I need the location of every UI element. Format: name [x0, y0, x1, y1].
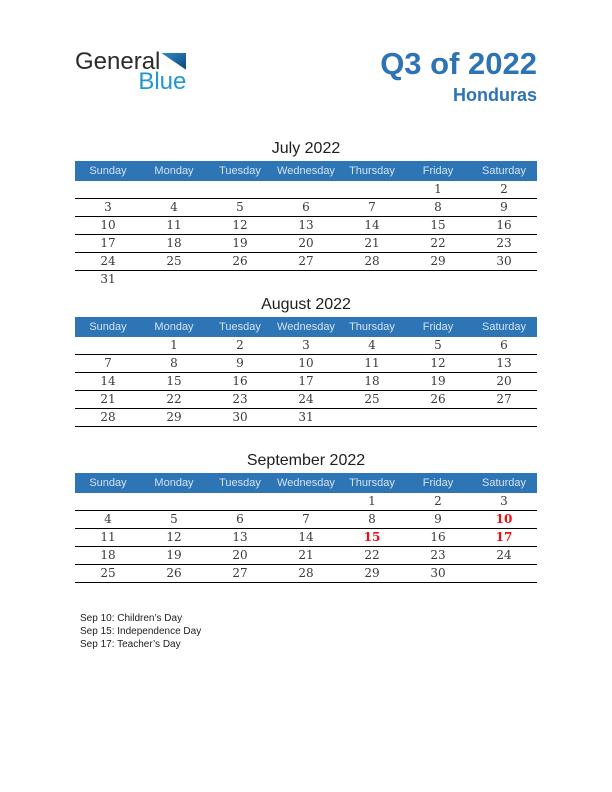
calendar-day: 29 — [364, 565, 380, 580]
week-row — [75, 565, 537, 583]
calendar-day: 23 — [496, 235, 512, 250]
weekday-label: Monday — [154, 320, 194, 333]
holiday-note: Sep 15: Independence Day — [80, 625, 202, 637]
calendar-day: 5 — [434, 337, 442, 352]
calendar-day: 22 — [430, 235, 446, 250]
calendar-day: 5 — [236, 199, 244, 214]
calendar-day: 8 — [170, 355, 178, 370]
calendar-day: 1 — [170, 337, 178, 352]
calendar-day-empty — [471, 427, 537, 445]
calendar-day: 7 — [368, 199, 376, 214]
calendar-day: 22 — [364, 547, 380, 562]
weekday-label: Sunday — [89, 320, 127, 333]
calendar-day: 9 — [236, 355, 244, 370]
calendar-day: 3 — [104, 199, 112, 214]
calendar-day: 30 — [430, 565, 446, 580]
calendar-day: 16 — [232, 373, 248, 388]
calendar-day: 17 — [298, 373, 314, 388]
calendar-day: 19 — [166, 547, 182, 562]
calendar-day: 26 — [232, 253, 248, 268]
weekday-header-row — [75, 161, 537, 181]
calendar-day: 13 — [496, 355, 512, 370]
calendar-weeks — [75, 181, 537, 289]
calendar-day-empty — [141, 493, 207, 510]
calendar-day: 10 — [298, 355, 314, 370]
calendar-day: 16 — [496, 217, 512, 232]
week-row — [75, 583, 537, 601]
calendar-day: 7 — [104, 355, 112, 370]
calendar-day: 8 — [434, 199, 442, 214]
month-calendar-july — [75, 139, 537, 289]
month-calendar-september — [75, 451, 537, 601]
calendar-day: 15 — [430, 217, 446, 232]
calendar-day-empty — [471, 583, 537, 601]
month-title: September 2022 — [246, 451, 366, 469]
calendar-day: 15 — [363, 529, 381, 544]
week-row — [75, 493, 537, 511]
weekday-label: Thursday — [349, 320, 395, 333]
weekday-label: Thursday — [349, 476, 395, 489]
weekday-label: Sunday — [89, 164, 127, 177]
calendar-day-empty — [339, 583, 405, 601]
calendar-day: 4 — [368, 337, 376, 352]
calendar-day: 13 — [232, 529, 248, 544]
weekday-label: Saturday — [481, 320, 527, 333]
week-row — [75, 547, 537, 565]
calendar-day: 31 — [298, 409, 314, 424]
holiday-note: Sep 10: Children’s Day — [80, 612, 183, 624]
holiday-note: Sep 17: Teacher’s Day — [80, 638, 181, 650]
calendar-day: 21 — [298, 547, 314, 562]
calendar-day-empty — [471, 409, 537, 426]
calendar-day: 12 — [166, 529, 182, 544]
calendar-day-empty — [405, 409, 471, 426]
week-row — [75, 253, 537, 271]
week-row — [75, 271, 537, 289]
calendar-day-empty — [75, 583, 141, 601]
week-row — [75, 529, 537, 547]
calendar-day: 21 — [100, 391, 116, 406]
calendar-day-empty — [141, 181, 207, 198]
calendar-day-empty — [141, 583, 207, 601]
month-calendar-august — [75, 295, 537, 445]
weekday-label: Thursday — [349, 164, 395, 177]
weekday-label: Friday — [422, 164, 454, 177]
calendar-day: 3 — [302, 337, 310, 352]
calendar-day: 6 — [302, 199, 310, 214]
calendar-day: 19 — [232, 235, 248, 250]
week-row — [75, 355, 537, 373]
calendar-day-empty — [207, 493, 273, 510]
weekday-header-row — [75, 473, 537, 493]
calendar-day: 18 — [100, 547, 116, 562]
calendar-day: 15 — [166, 373, 182, 388]
weekday-label: Wednesday — [277, 320, 335, 333]
calendar-day-empty — [405, 271, 471, 289]
calendar-day: 18 — [166, 235, 182, 250]
calendar-day: 30 — [496, 253, 512, 268]
weekday-label: Saturday — [481, 476, 527, 489]
calendar-day: 24 — [100, 253, 116, 268]
calendar-day: 20 — [298, 235, 314, 250]
calendar-day: 26 — [430, 391, 446, 406]
week-row — [75, 217, 537, 235]
calendar-day: 9 — [434, 511, 442, 526]
calendar-day: 8 — [368, 511, 376, 526]
week-row — [75, 409, 537, 427]
calendar-day: 18 — [364, 373, 380, 388]
calendar-day-empty — [273, 583, 339, 601]
calendar-day: 27 — [232, 565, 248, 580]
weekday-label: Friday — [422, 476, 454, 489]
calendar-day: 28 — [364, 253, 380, 268]
calendar-day: 11 — [364, 355, 380, 370]
calendar-day: 21 — [364, 235, 380, 250]
week-row — [75, 391, 537, 409]
calendar-weeks — [75, 493, 537, 601]
calendar-day: 13 — [298, 217, 314, 232]
calendar-day-empty — [273, 271, 339, 289]
weekday-label: Tuesday — [219, 320, 261, 333]
calendar-day: 14 — [364, 217, 380, 232]
week-row — [75, 337, 537, 355]
calendar-day: 10 — [495, 511, 513, 526]
calendar-day: 24 — [496, 547, 512, 562]
weekday-label: Tuesday — [219, 476, 261, 489]
calendar-day: 11 — [100, 529, 116, 544]
month-title: July 2022 — [271, 139, 341, 157]
calendar-day: 29 — [166, 409, 182, 424]
calendar-day-empty — [207, 271, 273, 289]
calendar-day: 4 — [170, 199, 178, 214]
weekday-label: Wednesday — [277, 164, 335, 177]
calendar-day: 14 — [100, 373, 116, 388]
page-header — [75, 48, 537, 106]
calendar-day-empty — [207, 427, 273, 445]
calendar-day-empty — [141, 427, 207, 445]
week-row — [75, 199, 537, 217]
week-row — [75, 181, 537, 199]
calendar-day-empty — [405, 427, 471, 445]
weekday-label: Sunday — [89, 476, 127, 489]
weekday-label: Saturday — [481, 164, 527, 177]
quarter-title: Q3 of 2022 — [380, 46, 537, 81]
calendar-day: 25 — [364, 391, 380, 406]
calendar-day: 7 — [302, 511, 310, 526]
calendar-day: 11 — [166, 217, 182, 232]
calendar-day: 23 — [232, 391, 248, 406]
calendar-day: 27 — [298, 253, 314, 268]
calendar-day: 26 — [166, 565, 182, 580]
calendar-day-empty — [339, 409, 405, 426]
title-block — [380, 48, 537, 106]
weekday-label: Monday — [154, 164, 194, 177]
calendar-day: 14 — [298, 529, 314, 544]
calendar-day-empty — [207, 583, 273, 601]
calendar-day: 27 — [496, 391, 512, 406]
calendar-day: 2 — [434, 493, 442, 508]
calendar-day: 25 — [166, 253, 182, 268]
calendar-day: 2 — [236, 337, 244, 352]
calendar-day: 12 — [232, 217, 248, 232]
calendar-day: 31 — [100, 271, 116, 286]
calendar-day: 20 — [496, 373, 512, 388]
calendar-day: 30 — [232, 409, 248, 424]
week-row — [75, 427, 537, 445]
calendar-day: 19 — [430, 373, 446, 388]
calendar-day: 6 — [236, 511, 244, 526]
week-row — [75, 235, 537, 253]
weekday-header-row — [75, 317, 537, 337]
calendar-day-empty — [339, 427, 405, 445]
calendar-day: 28 — [298, 565, 314, 580]
calendar-day: 17 — [100, 235, 116, 250]
calendar-day: 22 — [166, 391, 182, 406]
calendar-day: 24 — [298, 391, 314, 406]
calendar-day: 2 — [500, 181, 508, 196]
calendar-day-empty — [273, 493, 339, 510]
month-title: August 2022 — [261, 295, 351, 313]
calendar-day-empty — [207, 181, 273, 198]
calendar-weeks — [75, 337, 537, 445]
week-row — [75, 511, 537, 529]
calendar-day: 25 — [100, 565, 116, 580]
calendar-day: 5 — [170, 511, 178, 526]
weekday-label: Wednesday — [277, 476, 335, 489]
calendar-day-empty — [141, 271, 207, 289]
region-subtitle: Honduras — [452, 84, 537, 105]
calendar-day: 6 — [500, 337, 508, 352]
weekday-label: Friday — [422, 320, 454, 333]
calendar-day: 1 — [434, 181, 442, 196]
logo-text-general: General — [75, 48, 161, 75]
general-blue-logo — [75, 48, 186, 94]
calendar-day-empty — [273, 181, 339, 198]
calendar-day: 17 — [495, 529, 513, 544]
calendar-day-empty — [273, 427, 339, 445]
calendar-day: 1 — [368, 493, 376, 508]
calendar-day-empty — [75, 427, 141, 445]
holiday-notes — [75, 612, 537, 651]
calendar-day: 3 — [500, 493, 508, 508]
logo-text-blue: Blue — [138, 68, 187, 95]
calendar-day: 20 — [232, 547, 248, 562]
calendar-day: 29 — [430, 253, 446, 268]
calendar-day: 12 — [430, 355, 446, 370]
calendar-day-empty — [75, 337, 141, 354]
weekday-label: Monday — [154, 476, 194, 489]
calendar-day: 9 — [500, 199, 508, 214]
week-row — [75, 373, 537, 391]
calendar-day-empty — [339, 271, 405, 289]
calendar-day: 10 — [100, 217, 116, 232]
calendar-day-empty — [339, 181, 405, 198]
calendar-day-empty — [471, 271, 537, 289]
weekday-label: Tuesday — [219, 164, 261, 177]
calendar-day: 23 — [430, 547, 446, 562]
calendar-day: 16 — [430, 529, 446, 544]
calendar-day: 28 — [100, 409, 116, 424]
calendar-day-empty — [471, 565, 537, 582]
calendar-day-empty — [75, 493, 141, 510]
calendar-day-empty — [405, 583, 471, 601]
calendar-day: 4 — [104, 511, 112, 526]
calendar-day-empty — [75, 181, 141, 198]
